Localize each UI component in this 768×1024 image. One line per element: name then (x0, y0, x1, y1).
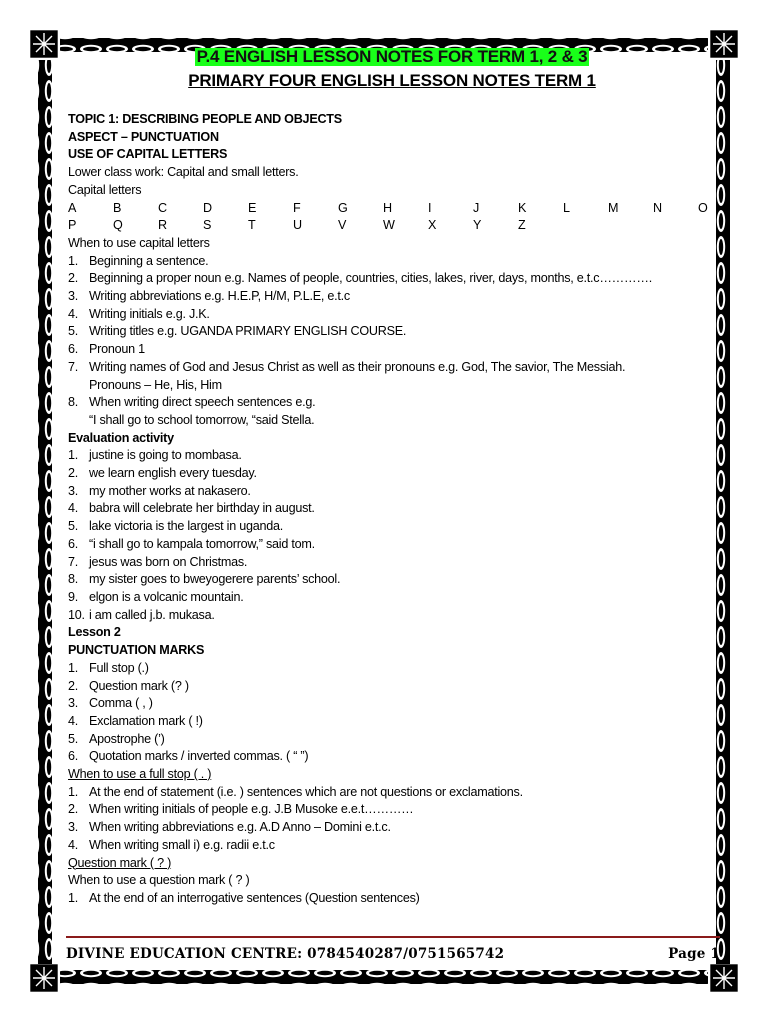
letter: P (68, 218, 77, 233)
list-item (68, 465, 716, 483)
item-number: 4. (68, 837, 79, 852)
letters-row-1 (68, 200, 716, 218)
list-item (68, 253, 716, 271)
item-text: Apostrophe (’) (89, 731, 165, 746)
item-text: elgon is a volcanic mountain. (89, 589, 244, 604)
item-text: Question mark (? ) (89, 678, 189, 693)
lesson-notes (68, 48, 716, 908)
list-item (68, 801, 716, 819)
punctuation-heading: PUNCTUATION MARKS (68, 643, 205, 658)
letter: Z (518, 218, 526, 233)
item-number: 1. (68, 448, 79, 463)
list-item (68, 447, 716, 465)
page-title: PRIMARY FOUR ENGLISH LESSON NOTES TERM 1 (188, 71, 596, 90)
evaluation-list (68, 447, 716, 624)
letter: S (203, 218, 212, 233)
item-number: 4. (68, 306, 79, 321)
item-text: Writing names of God and Jesus Christ as well as their pronouns e.g. God, The savior, The Messiah. (89, 359, 626, 374)
item-number: 2. (68, 466, 79, 481)
list-item (68, 784, 716, 802)
list-item (68, 270, 716, 288)
letter: E (248, 200, 257, 215)
lower-class-note: Lower class work: Capital and small letters. (68, 165, 299, 180)
item-number: 6. (68, 342, 79, 357)
list-item (68, 536, 716, 554)
question-mark-heading: Question mark ( ? ) (68, 855, 172, 870)
page-footer (66, 936, 720, 962)
item-text: Writing abbreviations e.g. H.E.P, H/M, P.L.E, e.t.c (89, 289, 350, 304)
letter: L (563, 200, 570, 215)
caps-rules-list (68, 253, 716, 377)
item-number: 3. (68, 289, 79, 304)
item-text: Comma ( , ) (89, 696, 153, 711)
letter: D (203, 200, 212, 215)
letter: B (113, 200, 122, 215)
punctuation-list (68, 660, 716, 766)
full-stop-list (68, 784, 716, 855)
list-item (68, 607, 716, 625)
list-item (68, 890, 716, 908)
item-number: 7. (68, 359, 79, 374)
item-number: 1. (68, 784, 79, 799)
capital-letters-heading: USE OF CAPITAL LETTERS (68, 147, 228, 162)
item-text: i am called j.b. mukasa. (89, 607, 215, 622)
letter: A (68, 200, 77, 215)
list-item (68, 748, 716, 766)
item-text: Beginning a proper noun e.g. Names of people, countries, cities, lakes, river, days, months, e.t.c…………. (89, 271, 652, 286)
list-item (68, 589, 716, 607)
letter: K (518, 200, 527, 215)
letter: G (338, 200, 348, 215)
lesson-2-heading: Lesson 2 (68, 625, 121, 640)
item-number: 3. (68, 696, 79, 711)
item-number: 6. (68, 749, 79, 764)
list-item (68, 500, 716, 518)
item-number: 1. (68, 660, 79, 675)
item-text: Writing initials e.g. J.K. (89, 306, 210, 321)
item-text: At the end of an interrogative sentences (Question sentences) (89, 890, 420, 905)
item-number: 1. (68, 890, 79, 905)
list-item (68, 731, 716, 749)
evaluation-heading: Evaluation activity (68, 430, 174, 445)
item-number: 7. (68, 554, 79, 569)
banner-text: P.4 ENGLISH LESSON NOTES FOR TERM 1, 2 & 3 (196, 48, 588, 66)
letter: I (428, 200, 432, 215)
item-text: “i shall go to kampala tomorrow,” said tom. (89, 536, 315, 551)
letter: O (698, 200, 708, 215)
list-item (68, 819, 716, 837)
item-number: 9. (68, 589, 79, 604)
when-caps-heading: When to use capital letters (68, 235, 210, 250)
topic-heading: TOPIC 1: DESCRIBING PEOPLE AND OBJECTS (68, 112, 342, 126)
item-text: Beginning a sentence. (89, 253, 209, 268)
letter: W (383, 218, 395, 233)
item-number: 2. (68, 678, 79, 693)
item-number: 5. (68, 519, 79, 534)
item-number: 2. (68, 802, 79, 817)
item-text: Writing titles e.g. UGANDA PRIMARY ENGLISH COURSE. (89, 324, 407, 339)
list-item (68, 483, 716, 501)
list-item (68, 713, 716, 731)
page-number: Page 1 (668, 946, 720, 962)
item-text: Full stop (.) (89, 660, 149, 675)
item-text: When writing initials of people e.g. J.B Musoke e.e.t………… (89, 802, 414, 817)
item-text: my mother works at nakasero. (89, 483, 251, 498)
item-text: lake victoria is the largest in uganda. (89, 519, 283, 534)
item-text: Quotation marks / inverted commas. ( “ ”) (89, 749, 309, 764)
item-number: 8. (68, 572, 79, 587)
item-number: 5. (68, 324, 79, 339)
item-text: justine is going to mombasa. (89, 448, 242, 463)
item-text: Exclamation mark ( !) (89, 713, 203, 728)
question-mark-when: When to use a question mark ( ? ) (68, 873, 250, 888)
letter: H (383, 200, 392, 215)
item-number: 6. (68, 536, 79, 551)
list-item: 8. When writing direct speech sentences e.g. (68, 395, 316, 410)
full-stop-heading: When to use a full stop ( . ) (68, 767, 212, 782)
letter: X (428, 218, 437, 233)
letter: T (248, 218, 256, 233)
rule-8-list (68, 394, 716, 412)
item-number: 1. (68, 253, 79, 268)
item-text: we learn english every tuesday. (89, 466, 257, 481)
item-number: 3. (68, 483, 79, 498)
item-number: 4. (68, 713, 79, 728)
aspect-heading: ASPECT – PUNCTUATION (68, 129, 219, 144)
item-number: 4. (68, 501, 79, 516)
list-item (68, 518, 716, 536)
letter: M (608, 200, 619, 215)
rule-7-continuation: Pronouns – He, His, Him (89, 377, 222, 392)
letter: F (293, 200, 301, 215)
item-text: When writing small i) e.g. radii e.t.c (89, 837, 275, 852)
banner (68, 48, 716, 66)
list-item (68, 306, 716, 324)
item-text: jesus was born on Christmas. (89, 554, 248, 569)
list-item (68, 288, 716, 306)
list-item (68, 678, 716, 696)
item-text: At the end of statement (i.e. ) sentences which are not questions or exclamations. (89, 784, 523, 799)
letter: N (653, 200, 662, 215)
letter: V (338, 218, 347, 233)
list-item (68, 660, 716, 678)
list-item (68, 554, 716, 572)
list-item (68, 837, 716, 855)
item-text: babra will celebrate her birthday in august. (89, 501, 315, 516)
list-item (68, 323, 716, 341)
item-number: 10. (68, 607, 85, 622)
list-item (68, 341, 716, 359)
letter: Q (113, 218, 123, 233)
list-item (68, 695, 716, 713)
footer-centre: DIVINE EDUCATION CENTRE: 0784540287/0751565742 (66, 946, 505, 962)
letter: Y (473, 218, 482, 233)
rule-8-example: “I shall go to school tomorrow, “said Stella. (89, 412, 315, 427)
letter: C (158, 200, 167, 215)
item-number: 3. (68, 820, 79, 835)
letters-row-2 (68, 217, 716, 235)
capital-letters-label: Capital letters (68, 182, 142, 197)
item-text: When writing abbreviations e.g. A.D Anno – Domini e.t.c. (89, 820, 391, 835)
letter: R (158, 218, 167, 233)
list-item (68, 359, 716, 377)
item-text: my sister goes to bweyogerere parents’ school. (89, 572, 341, 587)
item-text: Pronoun 1 (89, 342, 145, 357)
list-item (68, 571, 716, 589)
letter: J (473, 200, 480, 215)
question-mark-list (68, 890, 716, 908)
letter: U (293, 218, 302, 233)
item-number: 5. (68, 731, 79, 746)
item-number: 2. (68, 271, 79, 286)
